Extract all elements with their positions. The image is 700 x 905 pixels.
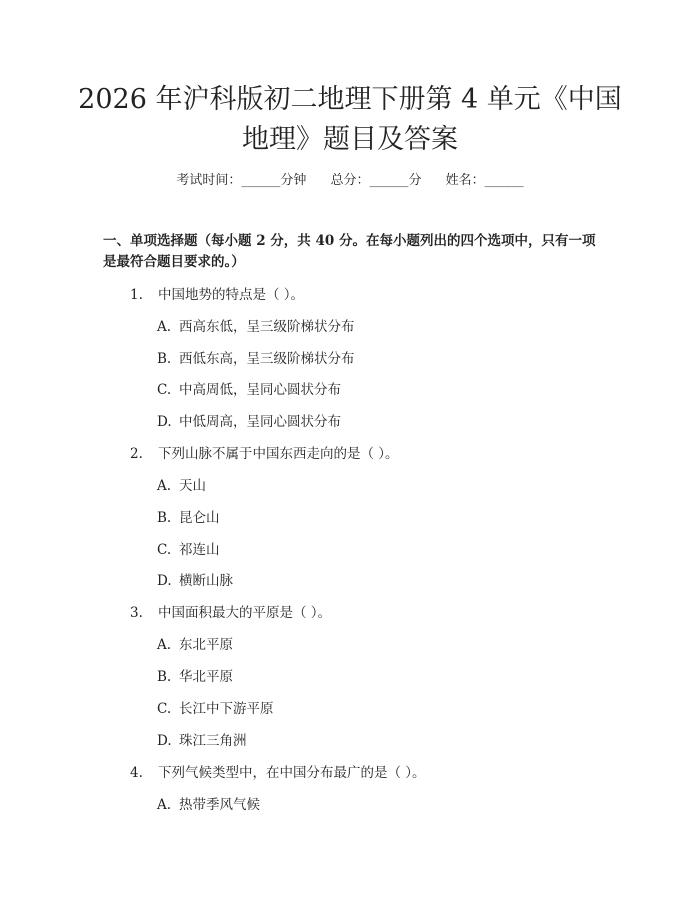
- question-3: [130, 601, 331, 621]
- question-number: 3.: [130, 605, 143, 621]
- option-letter: A.: [157, 319, 172, 335]
- option-text: 昆仑山: [179, 510, 220, 526]
- option-text: 横断山脉: [179, 573, 233, 589]
- option-letter: C.: [157, 382, 172, 398]
- exam-meta: [0, 169, 700, 188]
- option-3c: [157, 697, 274, 717]
- question-text: 下列山脉不属于中国东西走向的是（ ）。: [158, 446, 399, 462]
- option-text: 华北平原: [179, 669, 233, 685]
- option-letter: A.: [157, 637, 172, 653]
- option-2d: [157, 569, 233, 589]
- option-text: 西低东高，呈三级阶梯状分布: [179, 351, 355, 367]
- exam-time: 考试时间：______分钟: [176, 173, 307, 188]
- option-4a: [157, 793, 260, 813]
- option-text: 热带季风气候: [179, 797, 260, 813]
- option-1b: [157, 347, 355, 367]
- option-1d: [157, 410, 341, 430]
- question-number: 2.: [130, 446, 143, 462]
- question-number: 4.: [130, 765, 143, 781]
- option-letter: D.: [157, 414, 172, 430]
- option-text: 天山: [179, 478, 206, 494]
- page-title: [60, 80, 640, 160]
- option-letter: B.: [157, 669, 172, 685]
- option-3a: [157, 633, 233, 653]
- option-text: 东北平原: [179, 637, 233, 653]
- exam-score: 总分：______分: [330, 173, 422, 188]
- question-text: 下列气候类型中，在中国分布最广的是（ ）。: [158, 765, 426, 781]
- option-letter: D.: [157, 573, 172, 589]
- option-letter: D.: [157, 733, 172, 749]
- option-3d: [157, 729, 247, 749]
- question-4: [130, 761, 426, 781]
- option-text: 西高东低，呈三级阶梯状分布: [179, 319, 355, 335]
- title-line-1: 2026 年沪科版初二地理下册第 4 单元《中国: [78, 84, 622, 115]
- option-text: 中低周高，呈同心圆状分布: [179, 414, 341, 430]
- exam-name: 姓名：______: [445, 173, 524, 188]
- option-2c: [157, 538, 220, 558]
- option-3b: [157, 665, 233, 685]
- title-line-2: 地理》题目及答案: [242, 124, 458, 155]
- option-letter: A.: [157, 797, 172, 813]
- option-2a: [157, 474, 206, 494]
- question-number: 1.: [130, 287, 143, 303]
- question-1: [130, 283, 304, 303]
- option-1c: [157, 378, 341, 398]
- option-text: 珠江三角洲: [179, 733, 247, 749]
- question-text: 中国面积最大的平原是（ ）。: [158, 605, 332, 621]
- option-letter: B.: [157, 351, 172, 367]
- question-text: 中国地势的特点是（ ）。: [158, 287, 305, 303]
- option-letter: C.: [157, 542, 172, 558]
- option-1a: [157, 315, 355, 335]
- question-2: [130, 442, 399, 462]
- option-letter: B.: [157, 510, 172, 526]
- option-2b: [157, 506, 220, 526]
- option-text: 祁连山: [179, 542, 220, 558]
- option-text: 长江中下游平原: [179, 701, 274, 717]
- option-letter: C.: [157, 701, 172, 717]
- section-heading: 一、单项选择题（每小题 2 分，共 40 分。在每小题列出的四个选项中，只有一项是最符合题目要求的。）: [103, 233, 596, 270]
- option-letter: A.: [157, 478, 172, 494]
- option-text: 中高周低，呈同心圆状分布: [179, 382, 341, 398]
